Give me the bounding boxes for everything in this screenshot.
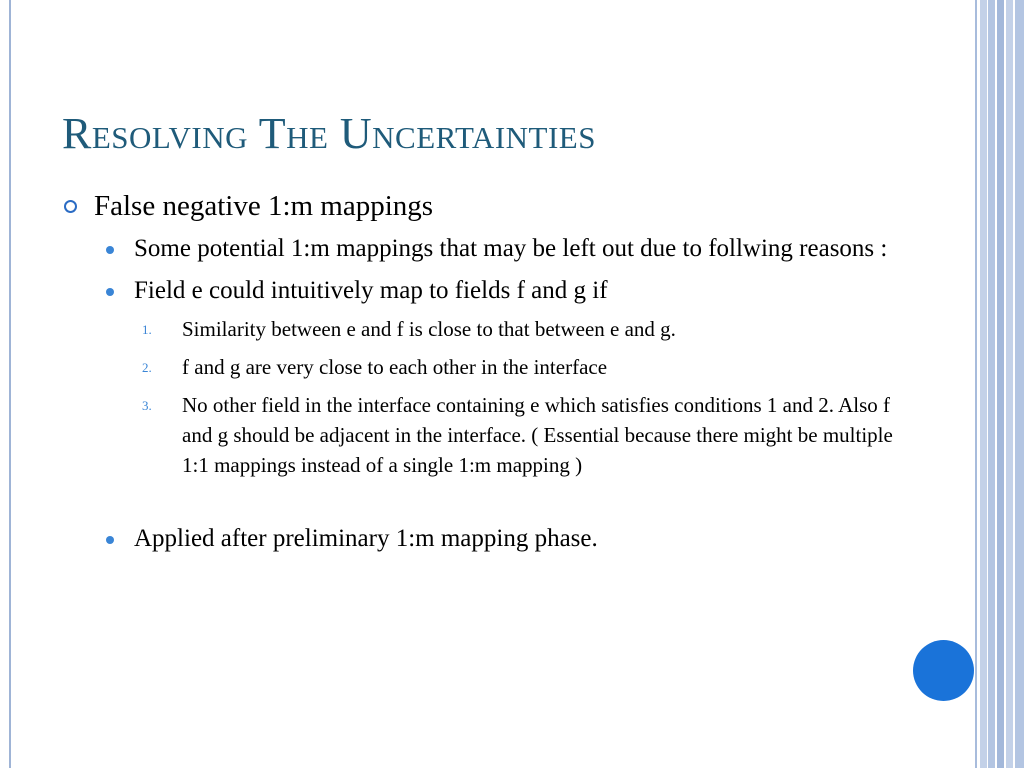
decorative-circle [913,640,974,701]
bullet-level2-text: Field e could intuitively map to fields f and g if [134,277,608,304]
dot-bullet-icon [106,536,114,544]
slide-content [64,186,914,556]
bullet-level2-text: Applied after preliminary 1:m mapping phase. [134,525,598,552]
left-border-line [9,0,11,768]
item-number: 2. [142,360,152,375]
dot-bullet-icon [106,246,114,254]
item-number: 1. [142,322,152,337]
item-number: 3. [142,398,152,413]
numbered-item-text: Similarity between e and f is close to that between e and g. [182,317,676,341]
right-decor-stripe [997,0,1004,768]
dot-bullet-icon [106,288,114,296]
slide-title: Resolving The Uncertainties [62,109,596,158]
bullet-level2 [104,232,914,266]
ring-bullet-icon [64,200,77,213]
numbered-item [142,352,914,382]
bullet-level2-text: Some potential 1:m mappings that may be left out due to follwing reasons : [134,235,888,262]
bullet-level1-text: False negative 1:m mappings [94,190,434,222]
right-decor-stripe [980,0,987,768]
numbered-item-text: f and g are very close to each other in the interface [182,355,608,379]
right-decor-stripe [975,0,977,768]
bullet-level2 [104,274,914,308]
right-decor-stripe [1015,0,1024,768]
bullet-level2 [104,522,914,556]
numbered-item [142,390,914,480]
right-decor-stripe [988,0,995,768]
bullet-level1 [64,186,914,226]
numbered-list [142,314,914,480]
numbered-item-text: No other field in the interface containing e which satisfies conditions 1 and 2. Also f and g should be adjacent in the interface. ( Essential because there might be multiple 1:1 mappings instead of a single 1:m mapping ) [182,393,893,477]
right-decor-stripe [1006,0,1013,768]
numbered-item [142,314,914,344]
